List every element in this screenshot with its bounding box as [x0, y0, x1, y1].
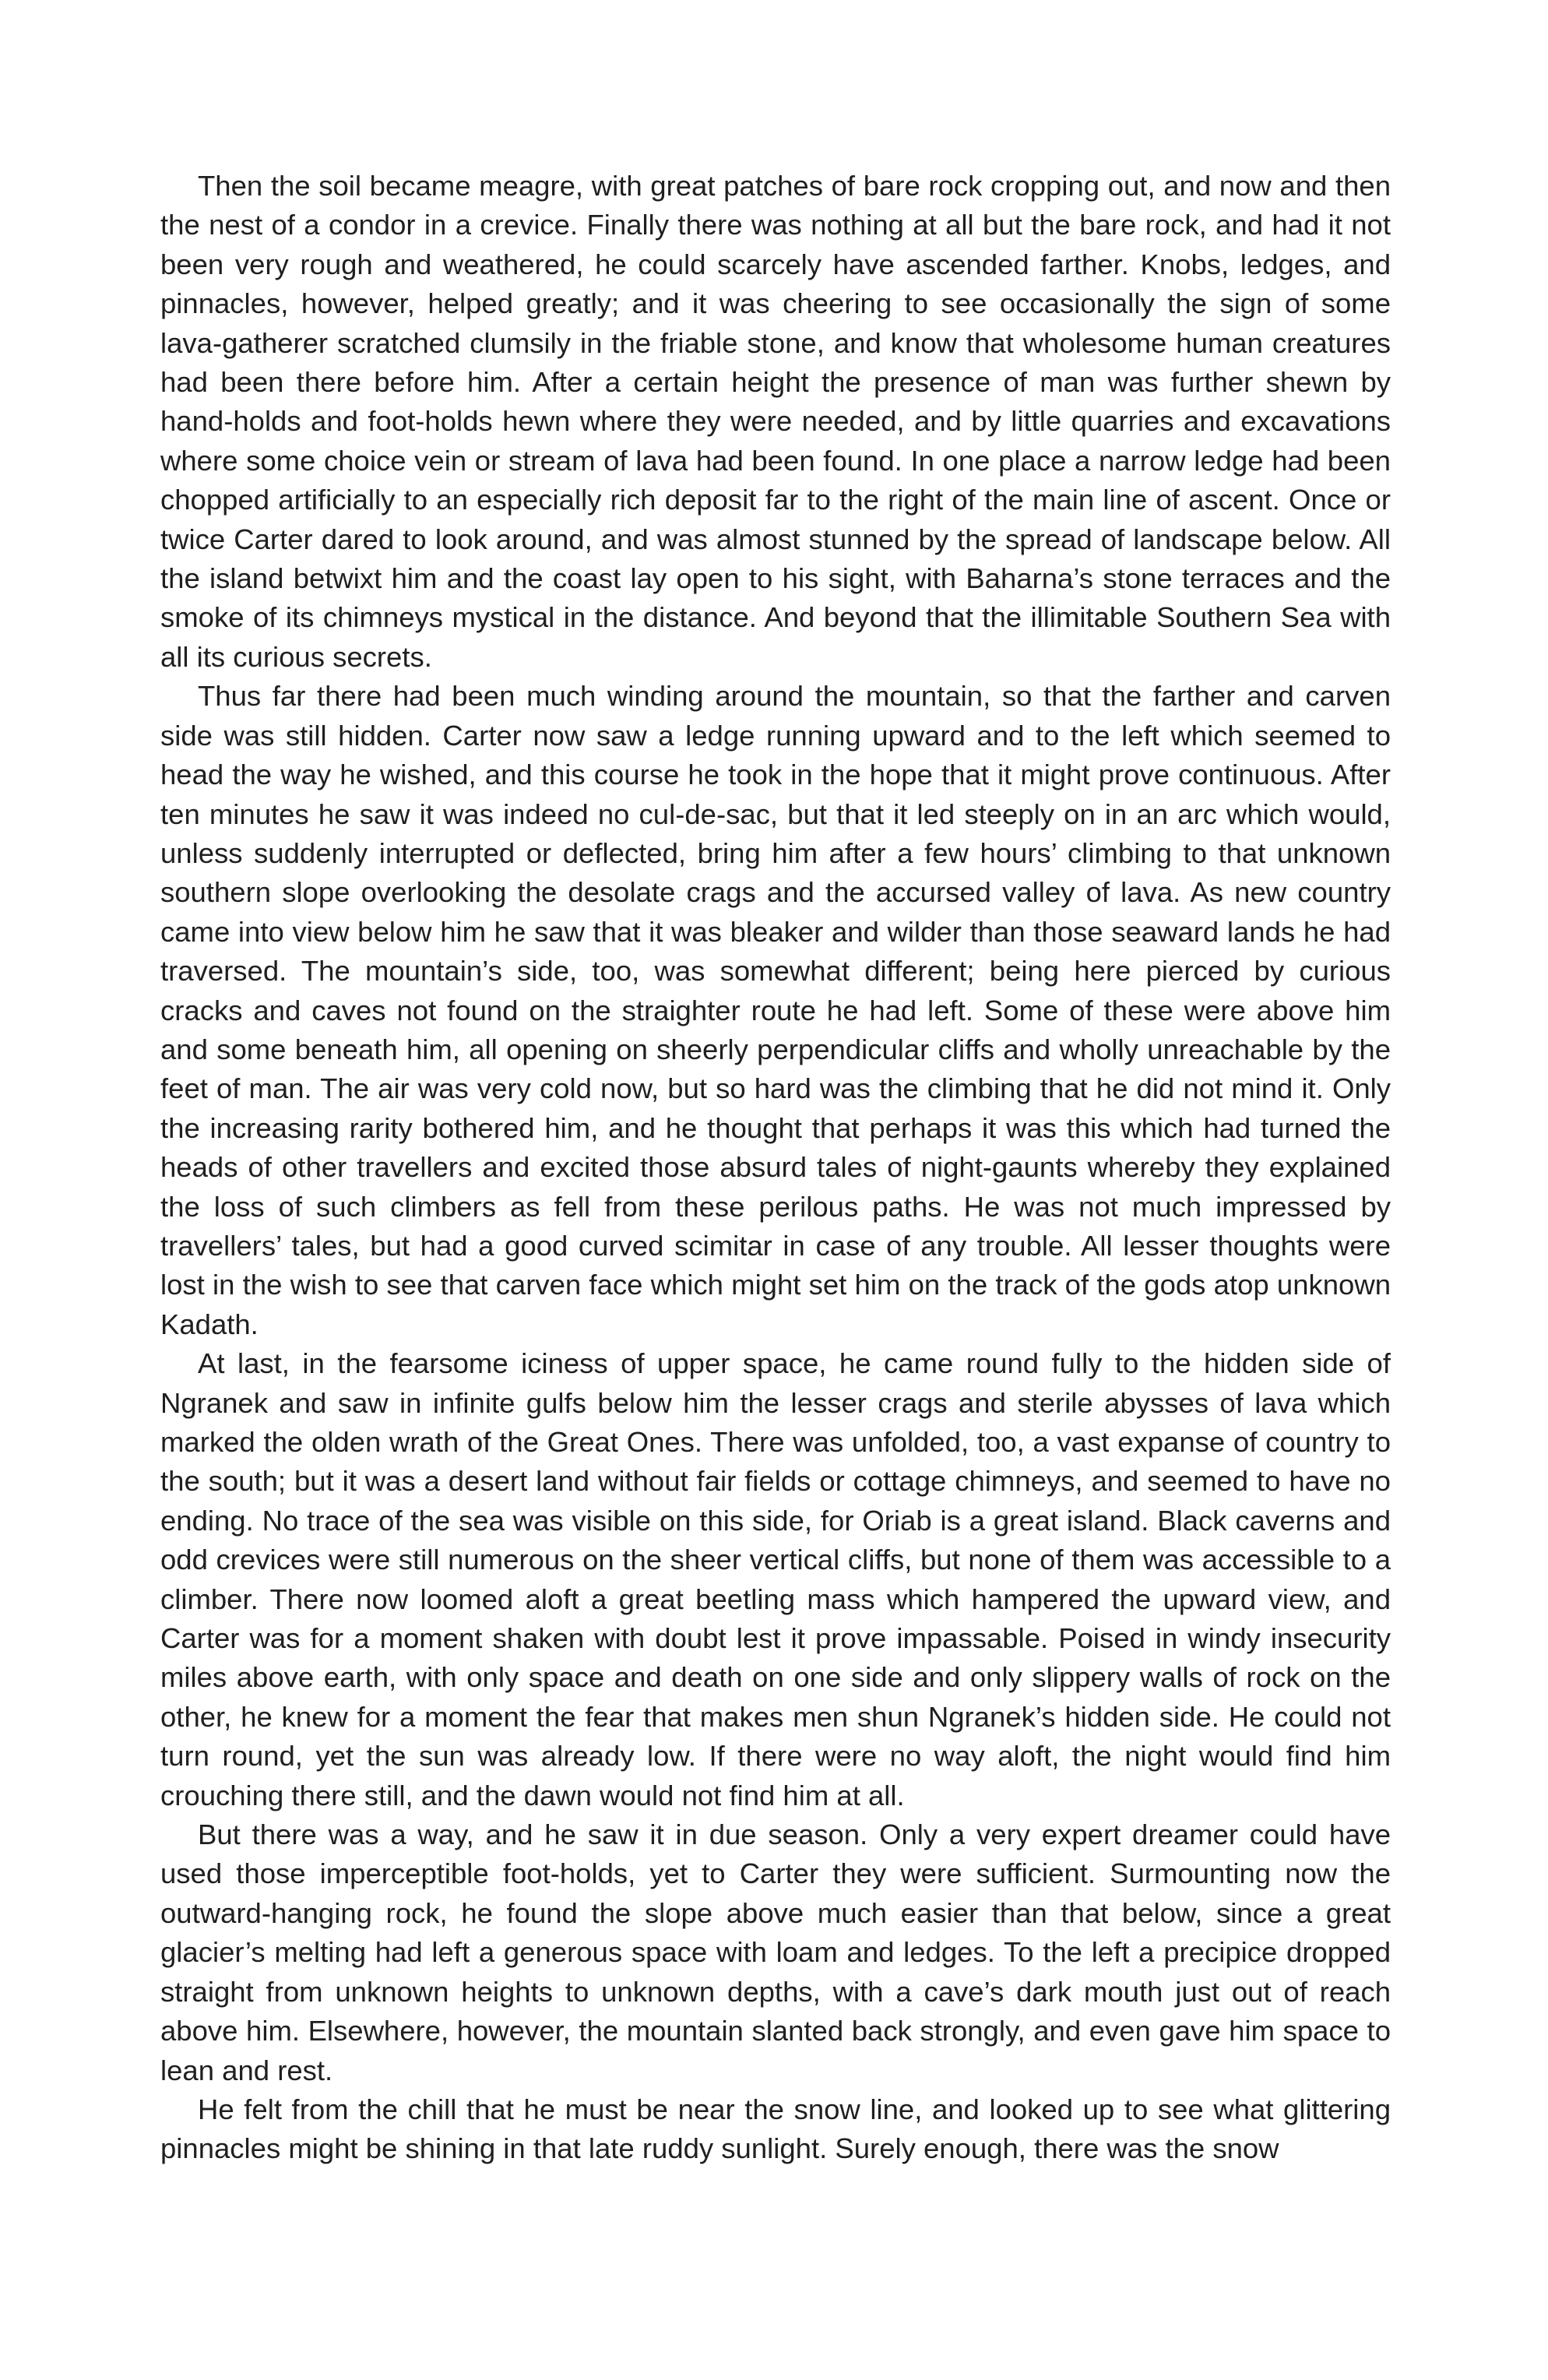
paragraph-4: But there was a way, and he saw it in due season. Only a very expert dreamer could have used those imperceptible foot-holds, yet to Carter they were sufficient. Surmounting now the outward-hanging rock, he found the slope above much easier than that below, since a great glacier’s melting had left a generous space with loam and ledges. To the left a precipice dropped straight from unknown heights to unknown depths, with a cave’s dark mouth just out of reach above him. Elsewhere, however, the mountain slanted back strongly, and even gave him space to lean and rest.	[160, 1818, 1391, 2086]
paragraph-5: He felt from the chill that he must be near the snow line, and looked up to see what glittering pinnacles might be shining in that late ruddy sunlight. Surely enough, there was the snow	[160, 2093, 1391, 2165]
paragraph-2: Thus far there had been much winding around the mountain, so that the farther and carven side was still hidden. Carter now saw a ledge running upward and to the left which seemed to head the way he wished, and this course he took in the hope that it might prove continuous. After ten minutes he saw it was indeed no cul-de-sac, but that it led steeply on in an arc which would, unless suddenly interrupted or deflected, bring him after a few hours’ climbing to that unknown southern slope overlooking the desolate crags and the accursed valley of lava. As new country came into view below him he saw that it was bleaker and wilder than those seaward lands he had traversed. The mountain’s side, too, was somewhat different; being here pierced by curious cracks and caves not found on the straighter route he had left. Some of these were above him and some beneath him, all opening on sheerly perpendicular cliffs and wholly unreachable by the feet of man. The air was very cold now, but so hard was the climbing that he did not mind it. Only the increasing rarity bothered him, and he thought that perhaps it was this which had turned the heads of other travellers and excited those absurd tales of night-gaunts whereby they explained the loss of such climbers as fell from these perilous paths. He was not much impressed by travellers’ tales, but had a good curved scimitar in case of any trouble. All lesser thoughts were lost in the wish to see that carven face which might set him on the track of the gods atop unknown Kadath.	[160, 680, 1391, 1340]
paragraph-1: Then the soil became meagre, with great patches of bare rock cropping out, and now and then the nest of a condor in a crevice. Finally there was nothing at all but the bare rock, and had it not been very rough and weathered, he could scarcely have ascended farther. Knobs, ledges, and pinnacles, however, helped greatly; and it was cheering to see occasionally the sign of some lava-gatherer scratched clumsily in the friable stone, and know that wholesome human creatures had been there before him. After a certain height the presence of man was further shewn by hand-holds and foot-holds hewn where they were needed, and by little quarries and excavations where some choice vein or stream of lava had been found. In one place a narrow ledge had been chopped artificially to an especially rich deposit far to the right of the main line of ascent. Once or twice Carter dared to look around, and was almost stunned by the spread of landscape below. All the island betwixt him and the coast lay open to his sight, with Baharna’s stone terraces and the smoke of its chimneys mystical in the distance. And beyond that the illimitable Southern Sea with all its curious secrets.	[160, 170, 1391, 673]
paragraph-3: At last, in the fearsome iciness of upper space, he came round fully to the hidden side of Ngranek and saw in infinite gulfs below him the lesser crags and sterile abysses of lava which marked the olden wrath of the Great Ones. There was unfolded, too, a vast expanse of country to the south; but it was a desert land without fair fields or cottage chimneys, and seemed to have no ending. No trace of the sea was visible on this side, for Oriab is a great island. Black caverns and odd crevices were still numerous on the sheer vertical cliffs, but none of them was accessible to a climber. There now loomed aloft a great beetling mass which hampered the upward view, and Carter was for a moment shaken with doubt lest it prove impassable. Poised in windy insecurity miles above earth, with only space and death on one side and only slippery walls of rock on the other, he knew for a moment the fear that makes men shun Ngranek’s hidden side. He could not turn round, yet the sun was already low. If there were no way aloft, the night would find him crouching there still, and the dawn would not find him at all.	[160, 1347, 1391, 1811]
page-body	[160, 167, 1391, 2340]
